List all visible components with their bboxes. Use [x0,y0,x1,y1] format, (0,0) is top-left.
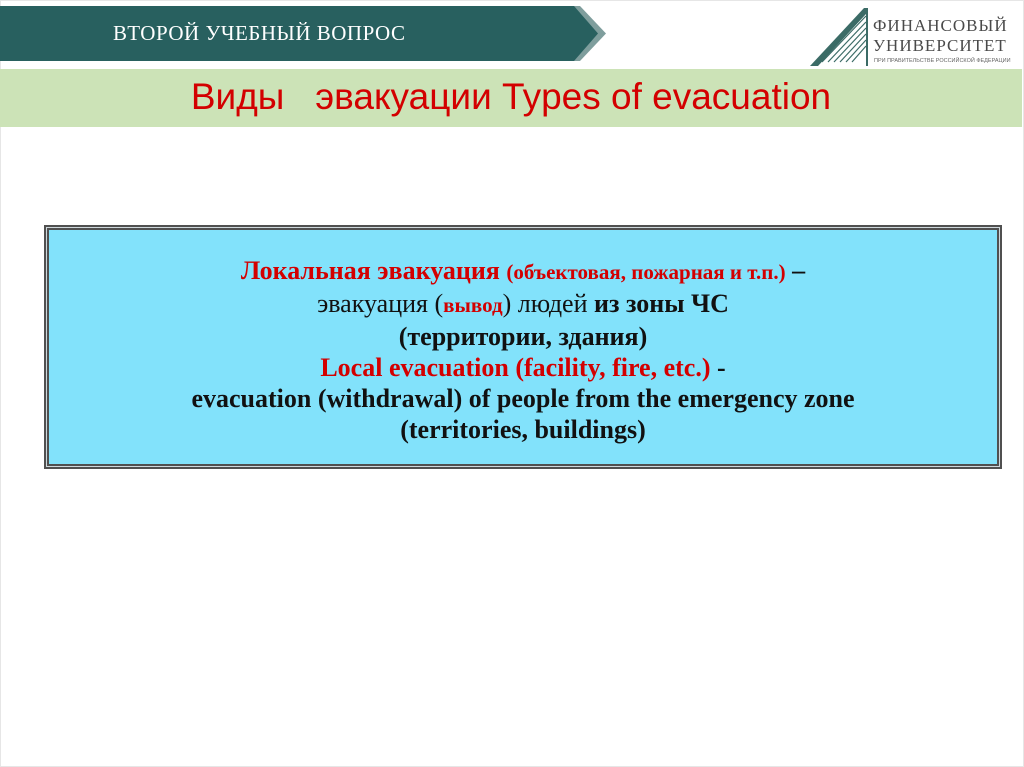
ru-term-line [46,255,1000,288]
definition-box [44,225,1002,469]
ru-term: Локальная эвакуация [240,256,507,285]
en-dash: - [710,353,726,382]
banner-label: ВТОРОЙ УЧЕБНЫЙ ВОПРОС [113,21,406,45]
section-banner [0,6,606,61]
ru-term-note: (объектовая, пожарная и т.п.) [506,260,786,284]
ru-definition-line [46,288,1000,321]
ru-def-part1: эвакуация ( [317,289,444,318]
logo-text-line3: ПРИ ПРАВИТЕЛЬСТВЕ РОССИЙСКОЙ ФЕДЕРАЦИИ [874,58,1011,64]
university-logo [808,6,1011,68]
logo-text-line2: УНИВЕРСИТЕТ [873,36,1007,55]
en-term-line [46,352,1000,383]
logo-text-line1: ФИНАНСОВЫЙ [873,16,1008,35]
ru-def-part3: из зоны ЧС [594,289,729,318]
ru-def-part2: ) людей [502,289,595,318]
logo-emblem-icon [808,6,870,68]
en-definition-line1: evacuation (withdrawal) of people from the emergency zone [191,384,855,413]
en-term: Local evacuation (facility, fire, etc.) [320,353,711,382]
ru-definition-line3: (территории, здания) [398,322,648,351]
slide-title: Виды эвакуации Types of evacuation [190,76,832,117]
ru-dash: – [785,256,806,285]
ru-def-vyvod: вывод [443,293,503,317]
title-bar [0,69,1022,127]
en-definition-line2: (territories, buildings) [400,415,646,444]
